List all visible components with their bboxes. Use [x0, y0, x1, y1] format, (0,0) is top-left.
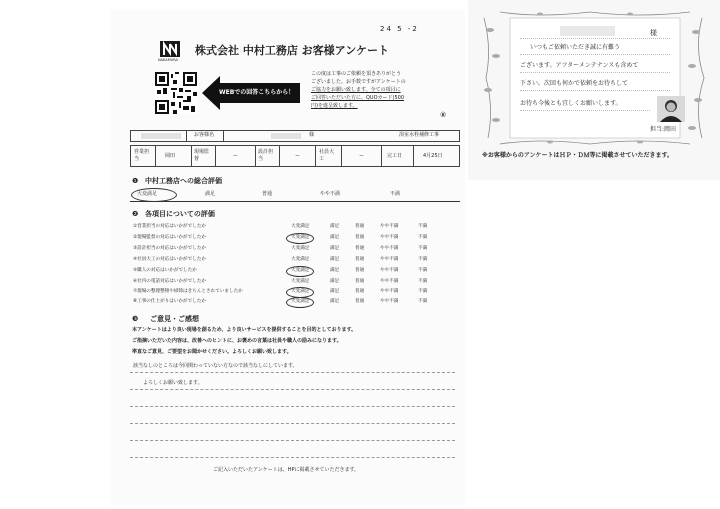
qr-code[interactable] — [155, 72, 197, 114]
selected-circle — [286, 233, 314, 244]
section2-title: 各項目についての評価 — [145, 210, 215, 218]
col-header-2: 満足 — [330, 224, 340, 229]
rating-cell[interactable]: 普通 — [355, 257, 365, 262]
customer-label: お客様名 — [194, 132, 215, 138]
card-line — [520, 72, 670, 73]
publish-note: ※お客様からのアンケートはＨＰ・ＤＭ等に掲載させていただきます。 — [482, 152, 673, 159]
page-number: ⑧ — [440, 111, 447, 119]
card-line — [520, 110, 650, 111]
rating-cell[interactable]: 普通 — [355, 246, 365, 251]
rating-cell[interactable]: 大変満足 — [291, 289, 310, 294]
sales-value: 岡田 — [165, 153, 176, 159]
survey-title: 株式会社 中村工務店 お客様アンケート — [195, 44, 389, 57]
intro-line-1: この度は工事のご依頼を頂きありがとう — [311, 71, 402, 77]
item-1: ①営業担当の対応はいかがでしたか — [133, 224, 207, 229]
rating-cell[interactable]: やや不満 — [380, 299, 399, 304]
rating-cell[interactable]: やや不満 — [380, 268, 399, 273]
rating-cell[interactable]: 不満 — [418, 257, 428, 262]
rating-cell[interactable]: 大変満足 — [291, 268, 310, 273]
web-arrow-label: WEBでの回答こちらから！ — [219, 89, 295, 96]
section3-body-2: ご指摘いただいた内容は、改善へのヒントに、お褒めの言葉は社員や職人の励みになります。 — [132, 338, 342, 344]
rating-cell[interactable]: 満足 — [330, 289, 340, 294]
date-stamp: 24 5 -2 — [380, 25, 419, 33]
divider — [130, 201, 460, 202]
card-salutation: 様 — [650, 29, 657, 37]
item-6: ⑥社内の電話対応はいかがでしたか — [133, 279, 207, 284]
comment-note: 該当なしのところは今回関わっていない方なので該当なしにしています。 — [133, 363, 298, 369]
answer-line — [130, 406, 455, 407]
intro-line-5: 円)を進呈致します。 — [311, 103, 358, 109]
rating-cell[interactable]: 満足 — [330, 299, 340, 304]
selected-circle — [286, 266, 314, 277]
supervisor-value: ー — [233, 153, 239, 159]
rating-cell[interactable]: 大変満足 — [291, 257, 310, 262]
card-line — [520, 90, 670, 91]
rating-cell[interactable]: 不満 — [418, 299, 428, 304]
staff-label: 担当:岡田 — [650, 126, 677, 133]
overall-option-3[interactable]: 普通 — [262, 191, 273, 197]
rating-cell[interactable]: 普通 — [355, 268, 365, 273]
rating-cell[interactable]: 満足 — [330, 279, 340, 284]
rating-cell[interactable]: 大変満足 — [291, 235, 310, 240]
item-3: ③設計担当の対応はいかがでしたか — [133, 246, 207, 251]
intro-line-2: ございました。お手数ですがアンケートの — [311, 79, 406, 85]
row1-marker — [286, 222, 314, 233]
work-name: 浴室水栓補修工事 — [399, 132, 440, 138]
redacted-name — [271, 133, 301, 139]
rating-cell[interactable]: 普通 — [355, 279, 365, 284]
rating-cell[interactable]: 不満 — [418, 246, 428, 251]
rating-cell[interactable]: 不満 — [418, 289, 428, 294]
sales-label: 営業担当 — [134, 149, 150, 162]
redacted-box — [141, 133, 181, 139]
col-header-4: やや不満 — [380, 224, 399, 229]
rating-cell[interactable]: 普通 — [355, 289, 365, 294]
rating-cell[interactable]: 満足 — [330, 246, 340, 251]
carpenter-value: ー — [359, 153, 365, 159]
rating-cell[interactable]: 大変満足 — [291, 246, 310, 251]
rating-cell[interactable]: 大変満足 — [291, 299, 310, 304]
card-message-2: ございます。アフターメンテナンスも含めて — [520, 62, 639, 69]
answer-line — [130, 457, 455, 458]
completion-label: 完工日 — [387, 153, 403, 159]
col-header-5: 不満 — [418, 224, 428, 229]
selected-circle — [286, 297, 314, 308]
col-header-3: 普通 — [355, 224, 365, 229]
customer-row — [130, 130, 460, 142]
selected-circle — [131, 188, 177, 202]
rating-cell[interactable]: 不満 — [418, 279, 428, 284]
overall-option-5[interactable]: 不満 — [390, 191, 401, 197]
customer-suffix: 様 — [309, 132, 315, 138]
completion-value: 4月25日 — [423, 153, 443, 159]
carpenter-label: 社員大工 — [319, 149, 335, 162]
rating-cell[interactable]: 満足 — [330, 257, 340, 262]
company-logo — [160, 41, 180, 57]
item-7: ⑦現場の整理整頓や掃除はきちんとされていましたか — [133, 289, 243, 294]
answer-line — [130, 440, 455, 441]
rating-cell[interactable]: 不満 — [418, 268, 428, 273]
rating-cell[interactable]: やや不満 — [380, 289, 399, 294]
section3-body-3: 率直なご意見、ご要望をお聞かせください。よろしくお願い致します。 — [132, 349, 292, 355]
survey-footer: ご記入いただいたアンケートは、HPに掲載させていただきます。 — [213, 467, 360, 473]
rating-cell[interactable]: 普通 — [355, 235, 365, 240]
item-8: ⑧工事の仕上がりはいかがでしたか — [133, 299, 207, 304]
comment-answer: よろしくお願い致します。 — [143, 380, 203, 386]
item-2: ②現場監督の対応はいかがでしたか — [133, 235, 207, 240]
card-message-3: 下さい。次回も何かで依頼をお待ちして — [520, 80, 629, 87]
col-header-1: 大変満足 — [291, 224, 310, 229]
supervisor-label: 現場監督 — [194, 149, 210, 162]
intro-line-3: ご協力をお願い致します。全ての項目に — [311, 87, 401, 93]
item-4: ④社員大工の対応はいかがでしたか — [133, 257, 207, 262]
answer-line — [130, 372, 455, 373]
rating-cell[interactable]: 満足 — [330, 235, 340, 240]
overall-option-2[interactable]: 満足 — [205, 191, 216, 197]
answer-line — [130, 423, 455, 424]
section1-number: ❶ — [132, 177, 139, 185]
rating-cell[interactable]: やや不満 — [380, 246, 399, 251]
card-message-1: いつもご依頼いただき誠に有難う — [530, 44, 621, 51]
rating-cell[interactable]: 満足 — [330, 268, 340, 273]
intro-line-4: ご回答いただいた方に、QUOカード(500 — [311, 95, 405, 101]
overall-option-1[interactable]: 大変満足 — [137, 191, 158, 197]
staff-photo — [657, 96, 685, 122]
section3-body-1: 本アンケートはより良い現場を創るため、より良いサービスを提供することを目的としております。 — [132, 327, 357, 333]
rating-cell[interactable]: やや不満 — [380, 235, 399, 240]
rating-cell[interactable]: 普通 — [355, 299, 365, 304]
card-line — [520, 54, 670, 55]
rating-cell[interactable]: 不満 — [418, 235, 428, 240]
redacted-name — [560, 26, 615, 36]
rating-cell[interactable]: やや不満 — [380, 279, 399, 284]
designer-value: ー — [295, 153, 301, 159]
rating-cell[interactable]: 大変満足 — [291, 279, 310, 284]
overall-option-4[interactable]: やや不満 — [320, 191, 341, 197]
section3-title: ご意見・ご感想 — [150, 315, 199, 323]
staff-row — [130, 145, 460, 167]
item-5: ⑤職人の対応はいかがでしたか — [133, 268, 197, 273]
designer-label: 設計担当 — [258, 149, 274, 162]
card-message-4: お待ち今後とも宜しくお願いします。 — [520, 100, 622, 107]
card-line — [520, 38, 670, 39]
answer-line — [130, 389, 455, 390]
section3-number: ❸ — [132, 315, 139, 323]
logo-caption: NAKAMURA — [158, 58, 178, 62]
rating-cell[interactable]: やや不満 — [380, 257, 399, 262]
section2-number: ❷ — [132, 210, 139, 218]
section1-title: 中村工務店への総合評価 — [145, 177, 222, 185]
